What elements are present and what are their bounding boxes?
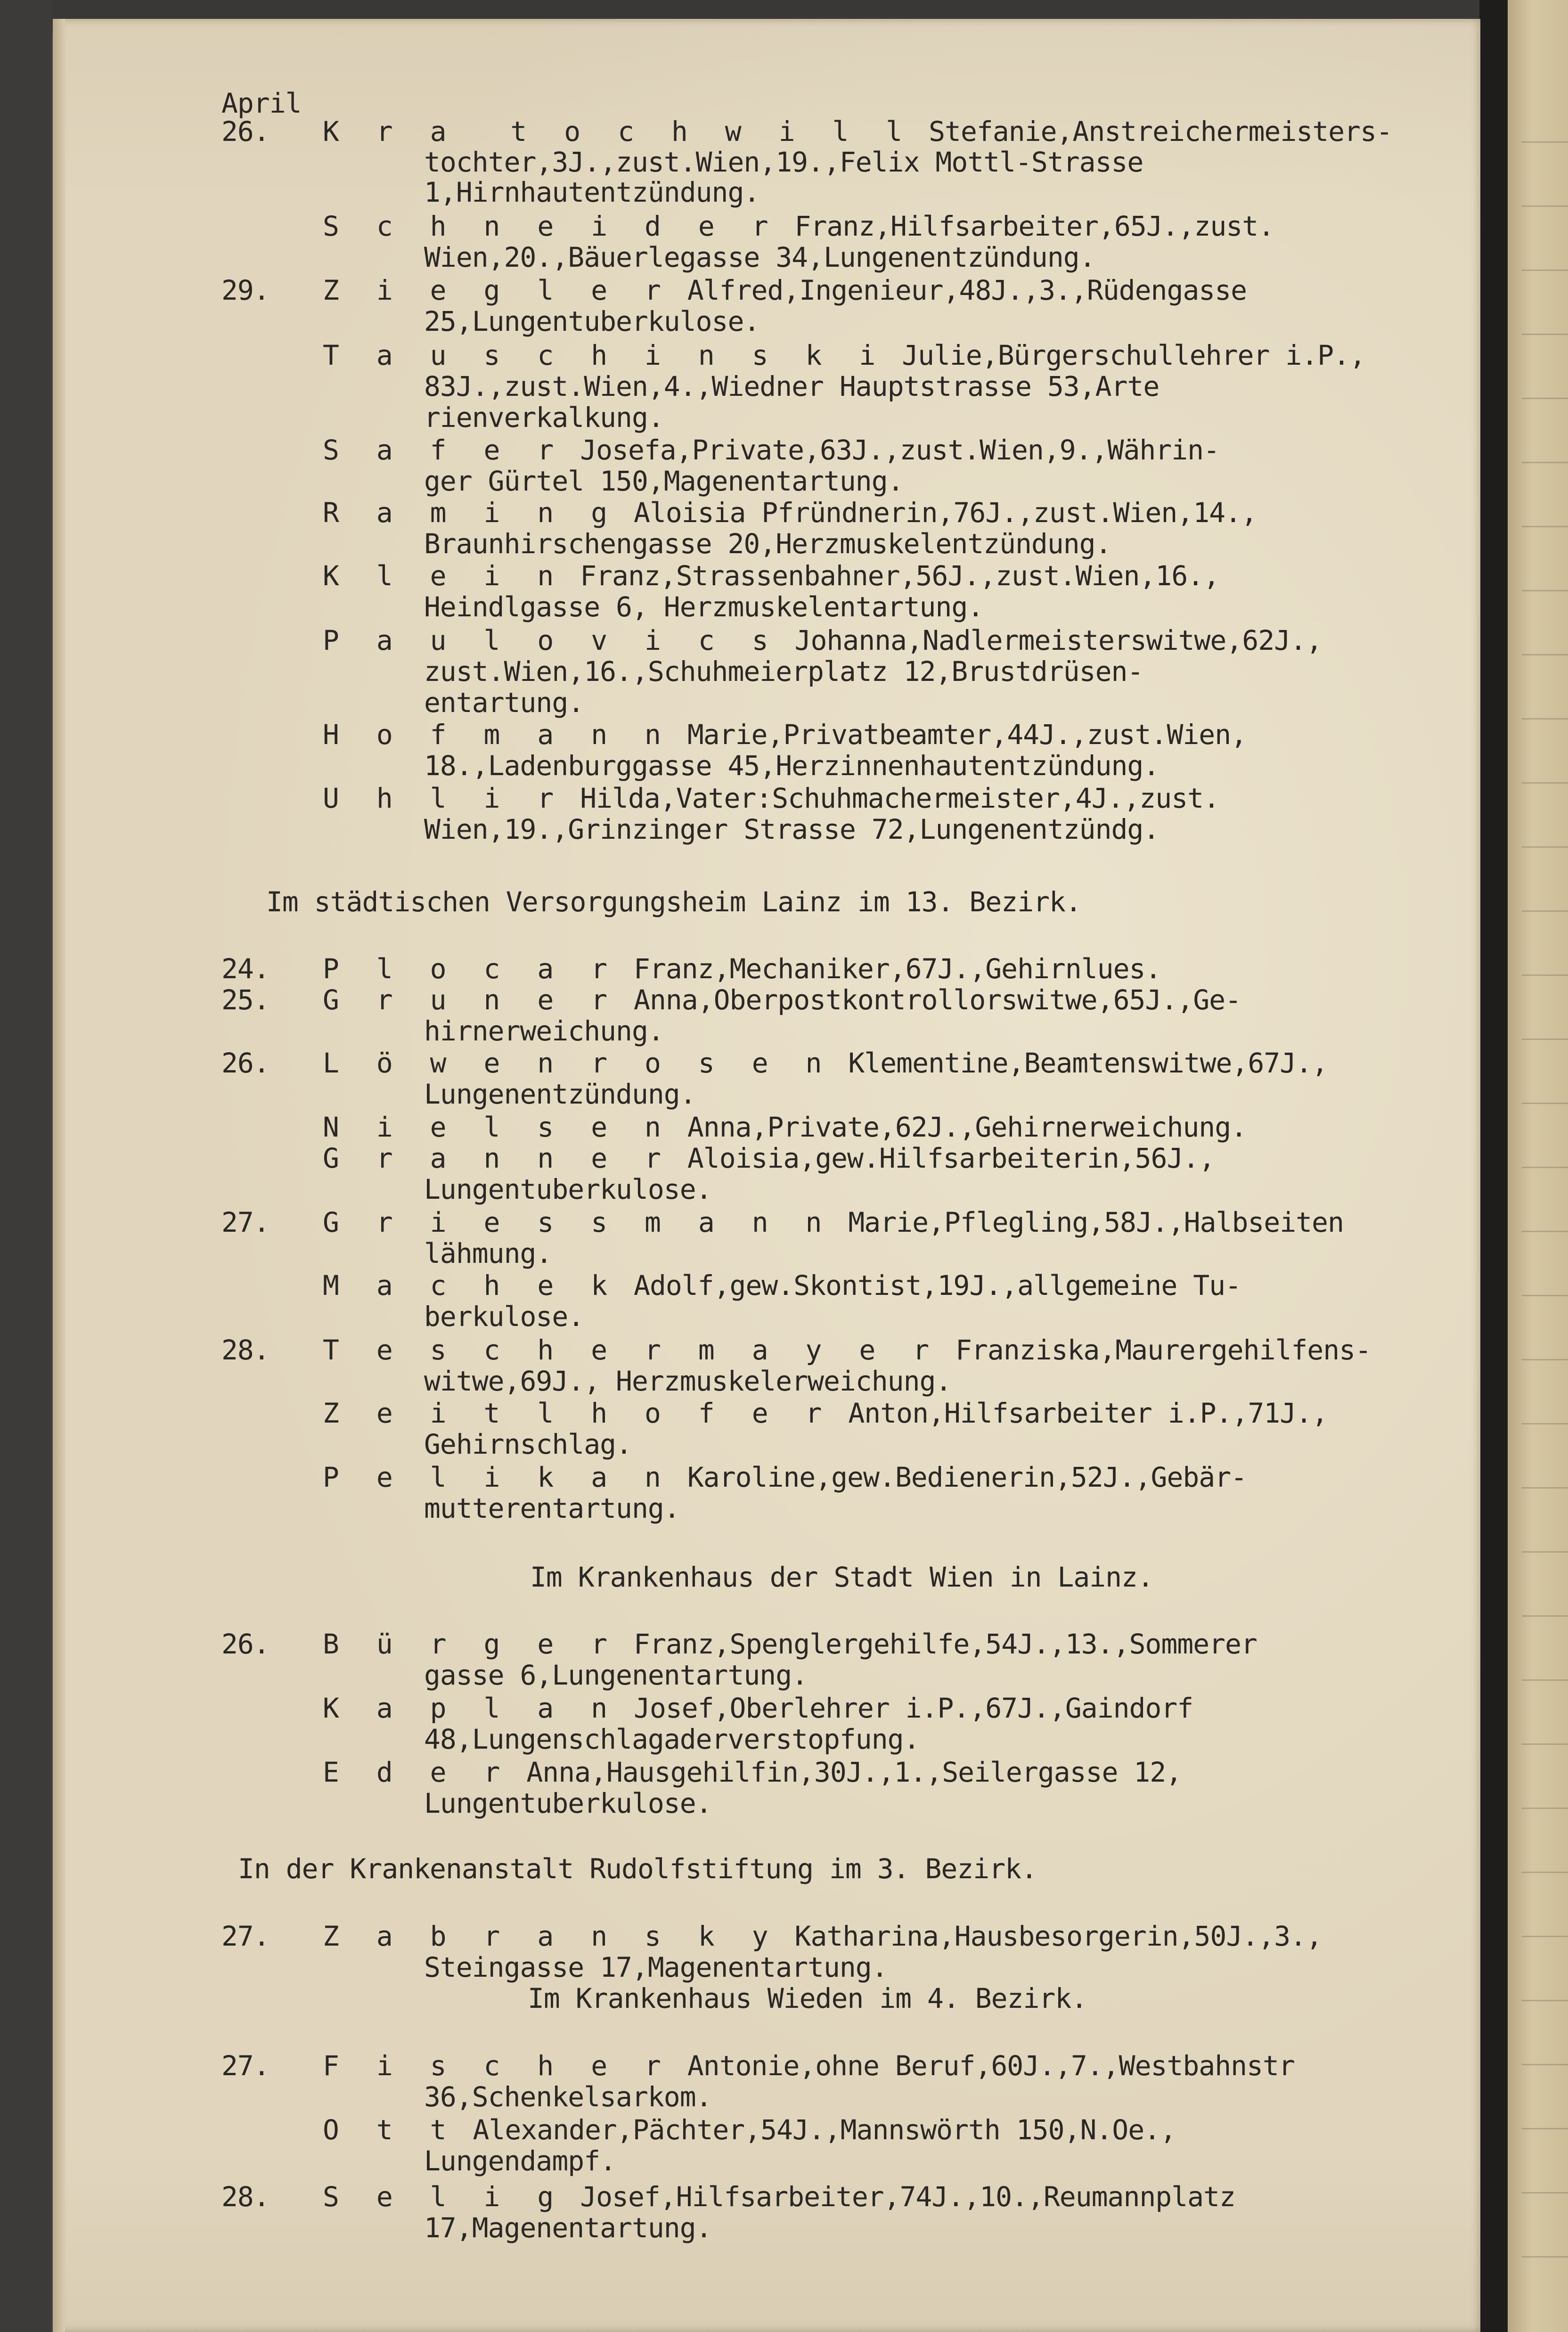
deceased-surname: N i e l s e n	[323, 1111, 671, 1143]
register-entry	[323, 497, 1257, 529]
register-entry-continuation	[424, 370, 1159, 403]
entry-details: Aloisia,gew.Hilfsarbeiterin,56J.,	[671, 1142, 1215, 1174]
register-entry	[323, 1142, 1215, 1175]
entry-details: lähmung.	[424, 1237, 552, 1269]
deceased-surname: K a p l a n	[323, 1692, 618, 1724]
entry-details: 17,Magenentartung.	[424, 2212, 712, 2244]
adjacent-page-text-shadow	[1522, 334, 1568, 335]
register-entry	[323, 719, 1247, 751]
register-entry-continuation	[424, 1365, 951, 1398]
deceased-surname: Z a b r a n s k y	[323, 1920, 779, 1952]
register-entry	[323, 782, 1219, 815]
register-entry-continuation	[424, 465, 904, 498]
register-entry	[323, 115, 1392, 148]
deceased-surname: G r u n e r	[323, 984, 618, 1016]
month-label: April	[221, 87, 302, 119]
register-entry-continuation	[424, 241, 1095, 274]
adjacent-page-text-shadow	[1522, 462, 1568, 463]
register-entry	[323, 1334, 1371, 1366]
adjacent-page-text-shadow	[1522, 1231, 1568, 1232]
entry-details: zust.Wien,16.,Schuhmeierplatz 12,Brustdrüsen-	[424, 655, 1143, 687]
adjacent-page-text-shadow	[1522, 846, 1568, 848]
day-number: 24.	[221, 953, 270, 985]
entry-details: Antonie,ohne Beruf,60J.,7.,Westbahnstr	[671, 2050, 1295, 2082]
adjacent-page-text-shadow	[1522, 1615, 1568, 1617]
adjacent-page-text-shadow	[1522, 1808, 1568, 1809]
adjacent-page-text-shadow	[1522, 1487, 1568, 1489]
entry-details: hirnerweichung.	[424, 1015, 664, 1047]
deceased-surname: P l o c a r	[323, 953, 618, 985]
entry-details: Marie,Privatbeamter,44J.,zust.Wien,	[671, 719, 1247, 751]
register-entry	[323, 1269, 1241, 1302]
register-entry-continuation	[424, 655, 1143, 688]
deceased-surname: S c h n e i d e r	[323, 210, 779, 242]
entry-details: Wien,20.,Bäuerlegasse 34,Lungenentzündung.	[424, 241, 1095, 273]
entry-details: Lungenentzündung.	[424, 1078, 696, 1110]
scan-background-left	[0, 0, 52, 2332]
entry-details: Lungentuberkulose.	[424, 1787, 712, 1819]
day-number: 25.	[221, 984, 270, 1016]
entry-details: gasse 6,Lungenentartung.	[424, 1659, 808, 1691]
register-entry-continuation	[424, 1428, 632, 1461]
register-entry	[323, 1047, 1328, 1080]
deceased-surname: M a c h e k	[323, 1269, 618, 1301]
register-entry-continuation	[424, 1173, 712, 1206]
entry-details: Stefanie,Anstreichermeisters-	[913, 115, 1392, 147]
entry-details: Aloisia Pfründnerin,76J.,zust.Wien,14.,	[618, 497, 1257, 529]
deceased-surname: U h l i r	[323, 782, 564, 814]
entry-details: Anna,Hausgehilfin,30J.,1.,Seilergasse 12,	[510, 1756, 1182, 1788]
entry-details: 1,Hirnhautentzündung.	[424, 176, 760, 208]
register-entry-continuation	[424, 1015, 664, 1047]
adjacent-page-text-shadow	[1522, 1295, 1568, 1296]
entry-details: Katharina,Hausbesorgerin,50J.,3.,	[778, 1920, 1322, 1952]
deceased-surname: K l e i n	[323, 560, 564, 592]
register-entry-continuation	[424, 401, 664, 434]
day-number: 26.	[221, 115, 270, 147]
entry-details: Franziska,Maurergehilfens-	[939, 1334, 1371, 1366]
entry-details: Anna,Oberpostkontrollorswitwe,65J.,Ge-	[618, 984, 1241, 1016]
adjacent-page-text-shadow	[1522, 590, 1568, 591]
entry-details: Alfred,Ingenieur,48J.,3.,Rüdengasse	[671, 274, 1247, 306]
entry-details: Franz,Hilfsarbeiter,65J.,zust.	[778, 210, 1274, 242]
register-entry	[323, 274, 1247, 307]
entry-details: rienverkalkung.	[424, 401, 664, 434]
entry-details: Josefa,Private,63J.,zust.Wien,9.,Währin-	[564, 434, 1219, 466]
entry-details: Anton,Hilfsarbeiter i.P.,71J.,	[832, 1397, 1328, 1429]
adjacent-page-text-shadow	[1522, 974, 1568, 976]
adjacent-page-text-shadow	[1522, 1936, 1568, 1937]
adjacent-page-text-shadow	[1522, 910, 1568, 912]
register-entry-continuation	[424, 1659, 808, 1692]
entry-details: Adolf,gew.Skontist,19J.,allgemeine Tu-	[618, 1269, 1241, 1301]
institution-heading: Im Krankenhaus der Stadt Wien in Lainz.	[530, 1561, 1153, 1593]
register-entry	[323, 1756, 1182, 1789]
entry-details: Lungendampf.	[424, 2145, 616, 2177]
entry-details: tochter,3J.,zust.Wien,19.,Felix Mottl-Strasse	[424, 146, 1143, 178]
entry-details: Heindlgasse 6, Herzmuskelentartung.	[424, 591, 984, 623]
register-entry-continuation	[424, 750, 1159, 782]
register-entry-continuation	[424, 2212, 712, 2244]
register-entry	[323, 1628, 1257, 1661]
deceased-surname: S a f e r	[323, 434, 564, 466]
entry-details: Franz,Mechaniker,67J.,Gehirnlues.	[618, 953, 1161, 985]
adjacent-page-text-shadow	[1522, 1551, 1568, 1553]
register-entry-continuation	[424, 2145, 616, 2177]
deceased-surname: F i s c h e r	[323, 2050, 671, 2082]
entry-details: Lungentuberkulose.	[424, 1173, 712, 1205]
entry-details: 18.,Ladenburggasse 45,Herzinnenhautentzündung.	[424, 750, 1160, 782]
entry-details: Alexander,Pächter,54J.,Mannswörth 150,N.Oe.,	[457, 2114, 1176, 2146]
book-binding	[1479, 0, 1508, 2332]
register-entry-continuation	[424, 1951, 888, 1984]
entry-details: Klementine,Beamtenswitwe,67J.,	[832, 1047, 1328, 1079]
deceased-surname: P a u l o v i c s	[323, 624, 779, 656]
adjacent-page-text-shadow	[1522, 718, 1568, 720]
entry-details: 48,Lungenschlagaderverstopfung.	[424, 1723, 920, 1755]
entry-details: Anna,Private,62J.,Gehirnerweichung.	[671, 1111, 1247, 1143]
entry-details: 36,Schenkelsarkom.	[424, 2081, 712, 2113]
register-entry-continuation	[424, 1723, 920, 1756]
day-number: 26.	[221, 1047, 270, 1079]
adjacent-page-text-shadow	[1522, 1103, 1568, 1104]
entry-details: Braunhirschengasse 20,Herzmuskelentzündung.	[424, 528, 1111, 560]
entry-details: witwe,69J., Herzmuskelerweichung.	[424, 1365, 952, 1397]
deceased-surname: Z i e g l e r	[323, 274, 671, 306]
adjacent-page-text-shadow	[1522, 1167, 1568, 1168]
entry-details: entartung.	[424, 687, 584, 719]
register-entry	[323, 2114, 1176, 2146]
register-entry-continuation	[424, 1787, 712, 1820]
register-entry	[323, 2181, 1235, 2213]
entry-details: mutterentartung.	[424, 1492, 680, 1524]
deceased-surname: H o f m a n n	[323, 719, 671, 751]
day-number: 27.	[221, 2050, 270, 2082]
deceased-surname: Z e i t l h o f e r	[323, 1397, 833, 1429]
day-number: 28.	[221, 2181, 270, 2213]
register-entry	[323, 624, 1322, 657]
entry-details: Hilda,Vater:Schuhmachermeister,4J.,zust.	[564, 782, 1219, 814]
deceased-surname: T e s c h e r m a y e r	[323, 1334, 940, 1366]
entry-details: Franz,Spenglergehilfe,54J.,13.,Sommerer	[618, 1628, 1257, 1660]
adjacent-page-text-shadow	[1522, 2064, 1568, 2065]
register-entry	[323, 210, 1274, 243]
adjacent-page-text-shadow	[1522, 2000, 1568, 2001]
adjacent-page-text-shadow	[1522, 2256, 1568, 2258]
register-entry	[323, 434, 1219, 466]
entry-details: ger Gürtel 150,Magenentartung.	[424, 465, 904, 497]
adjacent-page-text-shadow	[1522, 654, 1568, 655]
deceased-surname: T a u s c h i n s k i	[323, 339, 886, 371]
entry-details: 83J.,zust.Wien,4.,Wiedner Hauptstrasse 53,Arte	[424, 370, 1160, 402]
adjacent-page-text-shadow	[1522, 2192, 1568, 2193]
adjacent-page-text-shadow	[1522, 141, 1568, 143]
adjacent-page-text-shadow	[1522, 1743, 1568, 1745]
adjacent-page-edge	[1508, 0, 1568, 2332]
register-entry	[323, 560, 1219, 592]
register-entry	[323, 1111, 1247, 1144]
deceased-surname: G r i e s s m a n n	[323, 1206, 833, 1238]
deceased-surname: G r a n n e r	[323, 1142, 671, 1174]
entry-details: Gehirnschlag.	[424, 1428, 632, 1460]
register-entry	[323, 339, 1365, 372]
entry-details: berkulose.	[424, 1301, 584, 1333]
day-number: 27.	[221, 1920, 270, 1952]
deceased-surname: S e l i g	[323, 2181, 564, 2213]
deceased-surname: B ü r g e r	[323, 1628, 618, 1660]
day-number: 26.	[221, 1628, 270, 1660]
register-entry	[323, 953, 1161, 985]
deceased-surname: L ö w e n r o s e n	[323, 1047, 833, 1079]
register-entry	[323, 1397, 1328, 1430]
adjacent-page-text-shadow	[1522, 398, 1568, 399]
entry-details: Johanna,Nadlermeisterswitwe,62J.,	[778, 624, 1322, 656]
register-entry-continuation	[424, 1301, 584, 1333]
register-entry	[323, 1206, 1344, 1239]
adjacent-page-text-shadow	[1522, 1872, 1568, 1873]
entry-details: Josef,Hilfsarbeiter,74J.,10.,Reumannplatz	[564, 2181, 1235, 2213]
register-entry-continuation	[424, 1237, 552, 1270]
deceased-surname: O t t	[323, 2114, 457, 2146]
page-edge	[53, 19, 65, 2332]
day-number: 29.	[221, 274, 270, 306]
register-entry-continuation	[424, 528, 1111, 560]
adjacent-page-text-shadow	[1522, 2128, 1568, 2129]
register-entry	[323, 1920, 1322, 1953]
entry-details: Wien,19.,Grinzinger Strasse 72,Lungenentzündg.	[424, 813, 1160, 845]
register-entry-continuation	[424, 687, 584, 719]
register-entry-continuation	[424, 1492, 680, 1525]
register-entry-continuation	[424, 2081, 712, 2113]
register-entry	[323, 984, 1241, 1016]
entry-details: Marie,Pflegling,58J.,Halbseiten	[832, 1206, 1344, 1238]
deceased-surname: P e l i k a n	[323, 1461, 671, 1493]
adjacent-page-text-shadow	[1522, 782, 1568, 784]
adjacent-page-text-shadow	[1522, 205, 1568, 207]
institution-heading: Im Krankenhaus Wieden im 4. Bezirk.	[528, 1982, 1087, 2014]
adjacent-page-text-shadow	[1522, 526, 1568, 527]
entry-details: Steingasse 17,Magenentartung.	[424, 1951, 888, 1983]
register-entry-continuation	[424, 146, 1143, 179]
institution-heading: Im städtischen Versorgungsheim Lainz im 13. Bezirk.	[266, 886, 1081, 918]
day-number: 27.	[221, 1206, 270, 1238]
entry-details: Josef,Oberlehrer i.P.,67J.,Gaindorf	[618, 1692, 1193, 1724]
entry-details: Franz,Strassenbahner,56J.,zust.Wien,16.,	[564, 560, 1219, 592]
register-entry-continuation	[424, 591, 983, 623]
register-entry-continuation	[424, 1078, 696, 1111]
entry-details: Karoline,gew.Bedienerin,52J.,Gebär-	[671, 1461, 1247, 1493]
day-number: 28.	[221, 1334, 270, 1366]
entry-details: 25,Lungentuberkulose.	[424, 305, 760, 337]
adjacent-page-text-shadow	[1522, 1039, 1568, 1040]
deceased-surname: R a m i n g	[323, 497, 618, 529]
register-entry-continuation	[424, 305, 760, 338]
adjacent-page-text-shadow	[1522, 1359, 1568, 1360]
register-entry-continuation	[424, 176, 760, 209]
deceased-surname: E d e r	[323, 1756, 511, 1788]
adjacent-page-text-shadow	[1522, 1679, 1568, 1681]
register-entry-continuation	[424, 813, 1159, 846]
entry-details: Julie,Bürgerschullehrer i.P.,	[886, 339, 1365, 371]
register-entry	[323, 2050, 1295, 2082]
institution-heading: In der Krankenanstalt Rudolfstiftung im 3. Bezirk.	[238, 1853, 1037, 1885]
register-entry	[323, 1692, 1193, 1725]
adjacent-page-text-shadow	[1522, 270, 1568, 271]
adjacent-page-text-shadow	[1522, 1423, 1568, 1424]
register-entry	[323, 1461, 1247, 1494]
deceased-surname: K r a t o c h w i l l	[323, 115, 913, 147]
